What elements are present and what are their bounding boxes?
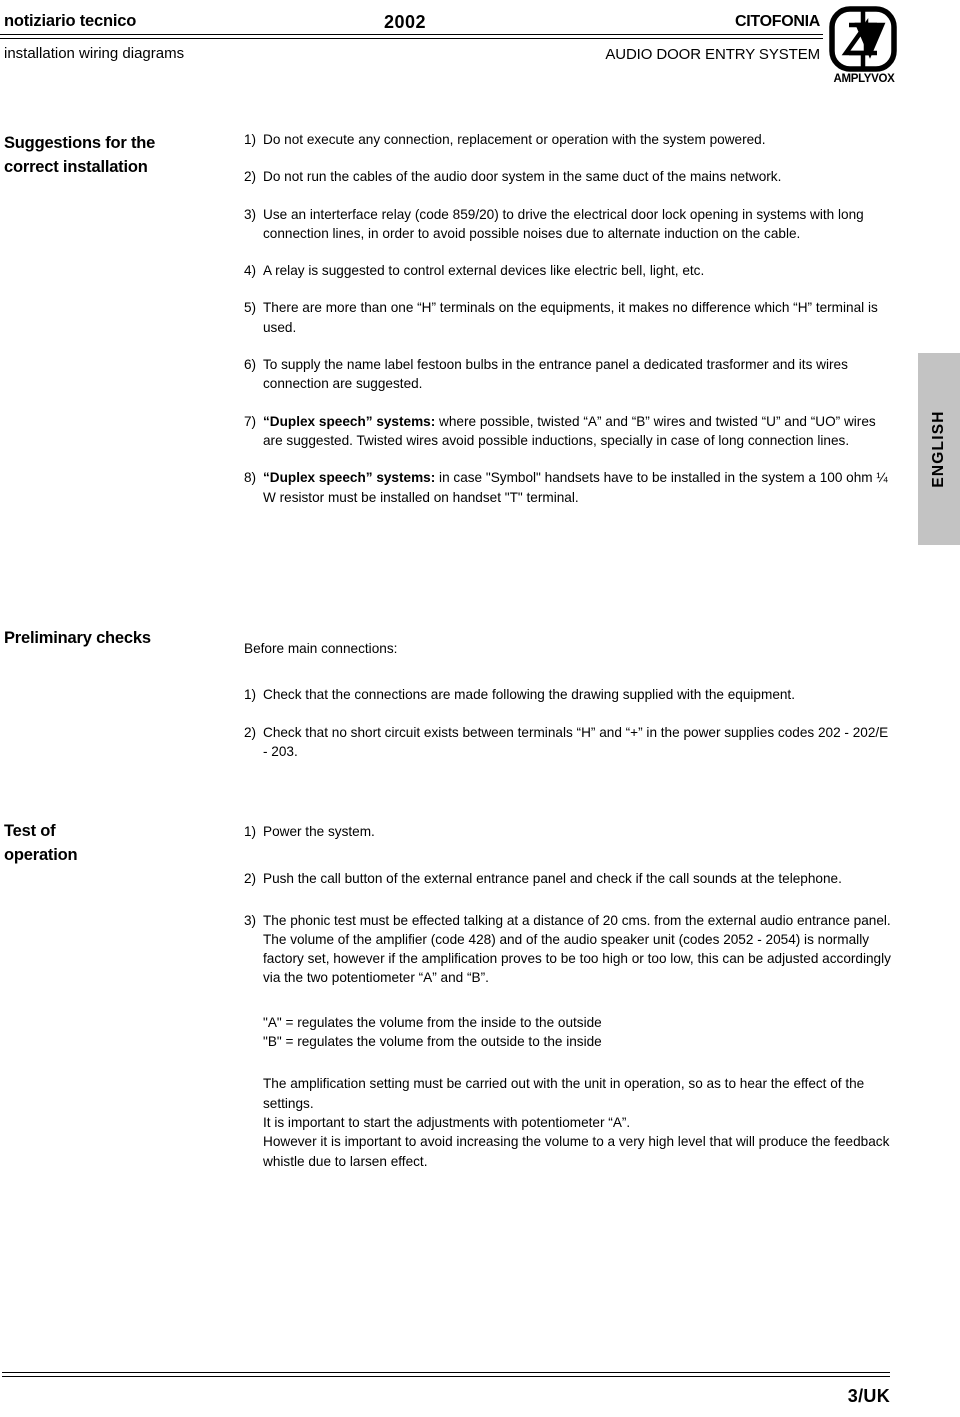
amplification-note-3: However it is important to avoid increasing the volume to a very high level that will produce the feedback whistle due to larsen effect. — [263, 1134, 890, 1169]
brand-name: AMPLYVOX — [833, 73, 895, 85]
amplification-notes — [244, 1074, 894, 1170]
item-number: 2) — [244, 871, 257, 887]
list-item — [244, 167, 894, 186]
item-text: Power the system. — [263, 824, 375, 839]
test-title-line2: operation — [4, 845, 78, 864]
preliminary-body — [244, 639, 894, 761]
product-category-subtitle: AUDIO DOOR ENTRY SYSTEM — [605, 46, 820, 63]
item-text: Do not run the cables of the audio door system in the same duct of the mains network. — [263, 169, 782, 185]
item-text: Check that the connections are made following the drawing supplied with the equipment. — [263, 687, 795, 703]
publication-year: 2002 — [384, 12, 427, 32]
language-tab-english — [918, 353, 960, 545]
list-item — [244, 412, 894, 451]
item-text: A relay is suggested to control external devices like electric bell, light, etc. — [263, 263, 705, 279]
list-item — [244, 822, 894, 841]
item-text: Push the call button of the external entrance panel and check if the call sounds at the telephone. — [263, 871, 842, 887]
item-number: 4) — [244, 263, 257, 279]
item-number: 1) — [244, 824, 257, 839]
suggestions-title-line2: correct installation — [4, 157, 148, 176]
product-category-title: CITOFONIA — [734, 13, 820, 30]
item-text: Check that no short circuit exists between terminals “H” and “+” in the power supplies codes 202 - 202/E - 203. — [263, 724, 889, 759]
potentiometer-a-description: "A" = regulates the volume from the inside to the outside — [263, 1014, 602, 1030]
preliminary-intro: Before main connections: — [244, 641, 398, 656]
test-title-line1: Test of — [4, 822, 56, 840]
item-number: 7) — [244, 413, 257, 429]
item-text: There are more than one “H” terminals on the equipments, it makes no difference which “H” terminal is used. — [263, 300, 878, 335]
preliminary-title: Preliminary checks — [4, 629, 151, 647]
item-number: 8) — [244, 470, 257, 486]
list-item — [244, 298, 894, 337]
item-number: 2) — [244, 169, 257, 185]
item-text: The phonic test must be effected talking at a distance of 20 cms. from the external audio entrance panel. — [263, 912, 891, 928]
item-number: 2) — [244, 724, 257, 740]
item-bold-lead: “Duplex speech” systems: — [263, 413, 436, 429]
suggestions-title — [4, 132, 234, 180]
item-number: 6) — [244, 357, 257, 373]
item-text: in case "Symbol" handsets have to be installed in the system a 100 ohm ¼ W resistor must be installed on handset "T" terminal. — [263, 470, 888, 505]
item-text: Use an interterface relay (code 859/20) to drive the electrical door lock opening in systems with long connection lines, in order to avoid possible noises due to alternate induction on the cable. — [263, 206, 864, 241]
item-number: 5) — [244, 300, 257, 316]
list-item — [244, 911, 894, 988]
item-text: Do not execute any connection, replacement or operation with the system powered. — [263, 132, 766, 147]
potentiometer-legend — [244, 1013, 894, 1052]
amplyvox-logo-icon — [829, 6, 897, 72]
item-bold-lead: “Duplex speech” systems: — [263, 470, 436, 486]
list-item — [244, 205, 894, 244]
item-number: 1) — [244, 132, 257, 147]
list-item — [244, 355, 894, 394]
item-text: where possible, twisted “A” and “B” wires and twisted “U” and “UO” wires are suggested. Twisted wires avoid possible inductions, specially in case of long connection lines. — [263, 413, 876, 448]
publication-subtitle: installation wiring diagrams — [4, 45, 185, 62]
test-title — [4, 820, 234, 868]
language-tab-label: ENGLISH — [930, 410, 947, 488]
list-item — [244, 261, 894, 280]
list-item — [244, 685, 894, 704]
publication-title: notiziario tecnico — [4, 12, 137, 30]
list-item — [244, 869, 894, 888]
test-body — [244, 822, 894, 1171]
page-header — [0, 0, 960, 100]
item-number: 3) — [244, 912, 257, 928]
footer-divider-rule — [2, 1372, 890, 1377]
potentiometer-b-description: "B" = regulates the volume from the outside to the inside — [263, 1034, 602, 1050]
item-text-continued: The volume of the amplifier (code 428) and of the audio speaker unit (codes 2052 - 2054) is normally factory set, however if the amplification proves to be too high or too low, this can be adjusted accordingly via the two potentiometer “A” and “B”. — [263, 931, 891, 986]
amplification-note-1: The amplification setting must be carried out with the unit in operation, so as to hear the effect of the settings. — [263, 1076, 865, 1111]
header-divider-rule — [0, 34, 823, 39]
list-item — [244, 468, 894, 507]
page-number: 3/UK — [847, 1386, 890, 1406]
amplification-note-2: It is important to start the adjustments with potentiometer “A”. — [263, 1114, 631, 1130]
item-number: 1) — [244, 687, 257, 703]
list-item — [244, 130, 894, 149]
suggestions-body — [244, 130, 894, 507]
suggestions-title-line1: Suggestions for the — [4, 134, 156, 152]
list-item — [244, 723, 894, 762]
brand-logo — [829, 6, 899, 85]
item-number: 3) — [244, 206, 257, 222]
item-text: To supply the name label festoon bulbs in the entrance panel a dedicated trasformer and its wires connection are suggested. — [263, 357, 848, 392]
